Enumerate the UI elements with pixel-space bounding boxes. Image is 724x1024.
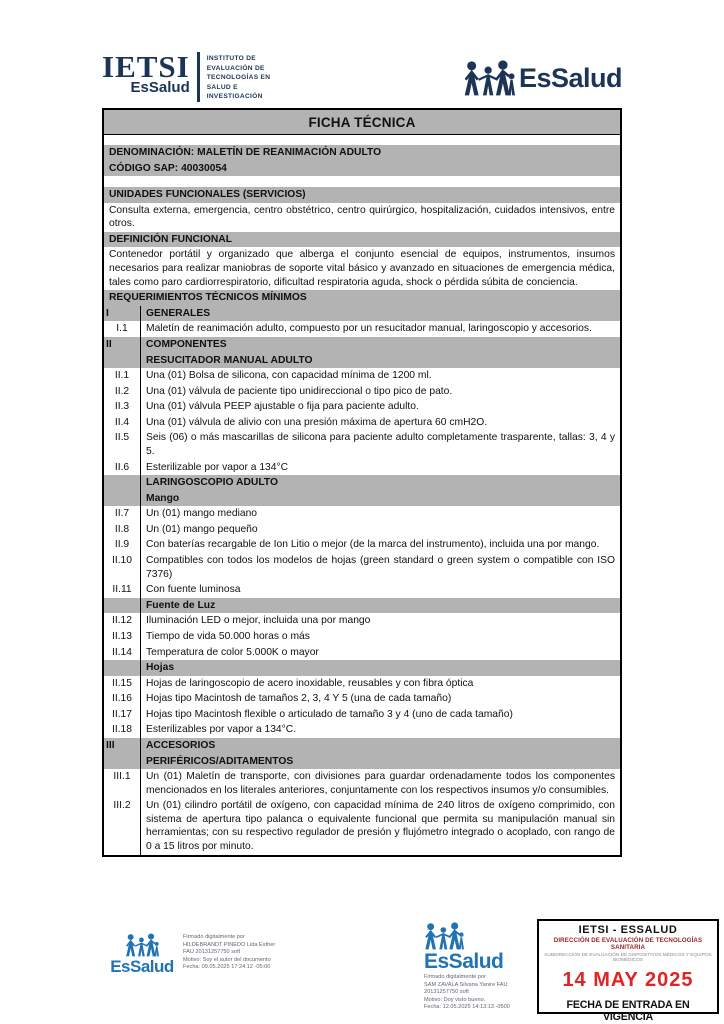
signature-block-left — [110, 932, 275, 975]
essalud-logo — [463, 58, 622, 98]
row-text: REQUERIMIENTOS TÉCNICOS MÍNIMOS — [109, 292, 307, 304]
table-row — [104, 660, 620, 676]
text-line: Firmado digitalmente por — [424, 974, 486, 980]
row-code: II.16 — [104, 691, 141, 707]
row-code: II.3 — [104, 399, 141, 415]
row-code: II.7 — [104, 506, 141, 522]
table-row — [104, 460, 620, 476]
table-row — [104, 722, 620, 738]
signature-block-center — [424, 921, 532, 1012]
table-row — [104, 399, 620, 415]
text-line: SAM ZAVALA Silvana Yanire FAU — [424, 981, 508, 988]
row-code: III — [104, 738, 141, 754]
text-line: INVESTIGACIÓN — [206, 93, 263, 101]
table-row — [104, 247, 620, 290]
row-code: III.1 — [104, 769, 141, 798]
row-code: II.13 — [104, 629, 141, 645]
row-code — [104, 754, 141, 770]
row-code: II.12 — [104, 613, 141, 629]
text-line: FAU 20131257750 soft — [183, 949, 241, 956]
text-line: Motivo: Soy el autor del documento — [183, 956, 271, 963]
row-code: II.2 — [104, 384, 141, 400]
row-text: Seis (06) o más mascarillas de silicona para paciente adulto completamente trasparente, tallas: 3, 4 y 5. — [146, 432, 615, 457]
row-code: II.15 — [104, 676, 141, 692]
row-code — [104, 475, 141, 491]
row-code: III.2 — [104, 798, 141, 854]
spacer-row — [104, 134, 620, 145]
row-code: II.4 — [104, 415, 141, 431]
table-row — [104, 337, 620, 353]
table-row — [104, 645, 620, 661]
table-row — [104, 161, 620, 177]
table-row — [104, 582, 620, 598]
essalud-brand-text: EsSalud — [110, 957, 174, 976]
row-text: Con fuente luminosa — [146, 584, 241, 596]
table-row — [104, 738, 620, 754]
row-text: Contenedor portátil y organizado que alberga el conjunto esencial de equipos, instrumentos, insumos necesarios para realizar maniobras de soporte vital básico y avanzado en situaciones de emergencia médica, tales como paro cardiorrespiratorio, dificultad respiratoria aguda, shock o pérdida súbita de conciencia. — [109, 249, 615, 288]
logo-divider — [197, 52, 200, 102]
table-row — [104, 176, 620, 187]
signature-text-left — [183, 932, 275, 972]
row-text: Consulta externa, emergencia, centro obstétrico, centro quirúrgico, hospitalización, cuidados intensivos, entre otros. — [109, 204, 615, 230]
row-text: CÓDIGO SAP: 40030054 — [109, 162, 227, 174]
text-line: SALUD E — [206, 83, 238, 91]
row-text: Fuente de Luz — [146, 599, 216, 611]
row-text: Esterilizables por vapor a 134°C. — [146, 724, 297, 736]
essalud-family-icon — [424, 921, 464, 951]
row-code: II.18 — [104, 722, 141, 738]
row-code — [104, 660, 141, 676]
table-row — [104, 415, 620, 431]
essalud-footer-logo-left — [110, 932, 174, 975]
row-text: Un (01) Maletín de transporte, con divisiones para guardar ordenadamente todos los componentes mencionados en los literales anteriores, conjuntamente con los respectivos insumos y/o consumibles. — [146, 771, 615, 796]
table-row — [104, 353, 620, 369]
row-text: Una (01) válvula PEEP ajustable o fija para paciente adulto. — [146, 401, 419, 413]
text-line: Firmado digitalmente por — [183, 934, 245, 940]
validity-stamp — [537, 919, 719, 1023]
table-row — [104, 537, 620, 553]
row-text: UNIDADES FUNCIONALES (SERVICIOS) — [109, 189, 306, 201]
row-code: II.17 — [104, 707, 141, 723]
essalud-family-icon — [463, 58, 515, 98]
table-row — [104, 306, 620, 322]
row-text: Iluminación LED o mejor, incluida una por mango — [146, 615, 371, 627]
row-text: LARINGOSCOPIO ADULTO — [146, 477, 278, 489]
row-text: Temperatura de color 5.000K o mayor — [146, 646, 319, 658]
row-code — [104, 598, 141, 614]
table-row — [104, 707, 620, 723]
text-line: INSTITUTO DE — [206, 55, 257, 62]
stamp-direction: DIRECCIÓN DE EVALUACIÓN DE TECNOLOGÍAS SANITARIA — [553, 937, 703, 951]
row-text: Hojas — [146, 662, 175, 674]
row-text: ACCESORIOS — [146, 739, 216, 751]
essalud-family-icon — [125, 932, 159, 958]
row-text: Hojas de laringoscopio de acero inoxidable, reusables y con fibra óptica — [146, 677, 474, 689]
ietsi-logo — [102, 49, 271, 102]
text-line: EVALUACIÓN DE — [206, 64, 265, 72]
text-line: HILDEBRANDT PINEDO Lida Esther — [183, 941, 276, 948]
row-code: II.6 — [104, 460, 141, 476]
row-text: Una (01) válvula de paciente tipo unidireccional o tipo pico de pato. — [146, 385, 453, 397]
row-text: Esterilizable por vapor a 134°C — [146, 461, 289, 473]
table-row — [104, 384, 620, 400]
table-row — [104, 203, 620, 232]
essalud-brand-text: EsSalud — [424, 950, 504, 973]
row-text: COMPONENTES — [146, 338, 227, 350]
stamp-date: 14 MAY 2025 — [562, 969, 694, 991]
row-text: Un (01) cilindro portátil de oxígeno, con capacidad mínima de 240 litros de oxígeno comprimido, con sistema de apertura tipo palanca o equivalente funcional que permita su manipulación manual sin herramientas; con su respectivo regulador de presión y flujómetro integrado o acoplado, con rango de 0 a 15 litros por minuto. — [146, 800, 615, 853]
row-text: Una (01) Bolsa de silicona, con capacidad mínima de 1200 ml. — [146, 370, 432, 382]
row-text: Hojas tipo Macintosh de tamaños 2, 3, 4 Y 5 (una de cada tamaño) — [146, 693, 452, 705]
row-text: Un (01) mango pequeño — [146, 523, 258, 535]
header — [102, 49, 622, 106]
table-row — [104, 598, 620, 614]
ietsi-wordmark — [102, 49, 190, 97]
row-text: Mango — [146, 492, 180, 504]
text-line: 20131257750 soft — [424, 989, 469, 996]
text-line: Motivo: Doy visto bueno. — [424, 996, 486, 1003]
table-row — [104, 522, 620, 538]
document-content — [102, 49, 622, 857]
row-code — [104, 491, 141, 507]
text-line: TECNOLOGÍAS EN — [206, 74, 271, 82]
row-code: II.9 — [104, 537, 141, 553]
stamp-org: IETSI - ESSALUD — [578, 924, 678, 936]
row-text: Compatibles con todos los modelos de hojas (green standard o green system o compatible con ISO 7376) — [146, 555, 615, 580]
essalud-brand-text: EsSalud — [518, 62, 622, 93]
table-row — [104, 798, 620, 854]
row-text: GENERALES — [146, 307, 211, 319]
ietsi-brand: EsSalud — [130, 79, 190, 97]
row-code: II.10 — [104, 553, 141, 582]
table-row — [104, 321, 620, 337]
row-text: Maletín de reanimación adulto, compuesto por un resucitador manual, laringoscopio y accesorios. — [146, 323, 592, 335]
institute-name — [207, 52, 271, 102]
row-text: Con baterías recargable de Ion Litio o mejor (de la marca del instrumento), incluida una por mango. — [146, 539, 600, 551]
table-row — [104, 691, 620, 707]
table-row — [104, 506, 620, 522]
text-line: Fecha: 09.05.2025 17:24:12 -05:00 — [183, 964, 271, 971]
row-code: II — [104, 337, 141, 353]
table-row — [104, 676, 620, 692]
row-code: II.1 — [104, 368, 141, 384]
row-text: Un (01) mango mediano — [146, 508, 258, 520]
table-row — [104, 430, 620, 459]
table-row — [104, 187, 620, 203]
row-text: DENOMINACIÓN: MALETÍN DE REANIMACIÓN ADULTO — [109, 147, 382, 158]
signature-text-center — [424, 972, 532, 1012]
text-line: Fecha: 12.05.2025 14:13:13 -0500 — [424, 1004, 510, 1011]
table-row — [104, 368, 620, 384]
row-text: Una (01) válvula de alivio con una presión máxima de apertura 60 cmH2O. — [146, 416, 488, 428]
stamp-caption: FECHA DE ENTRADA EN VIGENCIA — [566, 999, 690, 1023]
table-row — [104, 491, 620, 507]
stamp-subdirection: SUBDIRECCIÓN DE EVALUACIÓN DE DISPOSITIVOS MÉDICOS Y EQUIPOS BIOMÉDICOS — [544, 952, 712, 962]
table-row — [104, 769, 620, 798]
table-row — [104, 629, 620, 645]
table-row — [104, 232, 620, 248]
row-code: I.1 — [104, 321, 141, 337]
essalud-footer-logo-center — [424, 921, 532, 972]
row-code: II.14 — [104, 645, 141, 661]
row-text: Hojas tipo Macintosh flexible o articulado de tamaño 3 y 4 (uno de cada tamaño) — [146, 708, 513, 720]
table-row — [104, 754, 620, 770]
table-row — [104, 613, 620, 629]
row-text: RESUCITADOR MANUAL ADULTO — [146, 354, 313, 366]
row-text: Tiempo de vida 50.000 horas o más — [146, 630, 310, 642]
row-code: II.5 — [104, 430, 141, 459]
row-code — [104, 353, 141, 369]
row-code: II.11 — [104, 582, 141, 598]
table-row — [104, 553, 620, 582]
ietsi-acronym: IETSI — [102, 49, 190, 84]
row-text: PERIFÉRICOS/ADITAMENTOS — [146, 755, 294, 767]
table-row — [104, 290, 620, 306]
row-code: II.8 — [104, 522, 141, 538]
spec-table — [102, 108, 622, 857]
document-title: FICHA TÉCNICA — [104, 110, 620, 134]
row-text: DEFINICIÓN FUNCIONAL — [109, 233, 232, 245]
table-row — [104, 145, 620, 161]
table-row — [104, 475, 620, 491]
row-code: I — [104, 306, 141, 322]
